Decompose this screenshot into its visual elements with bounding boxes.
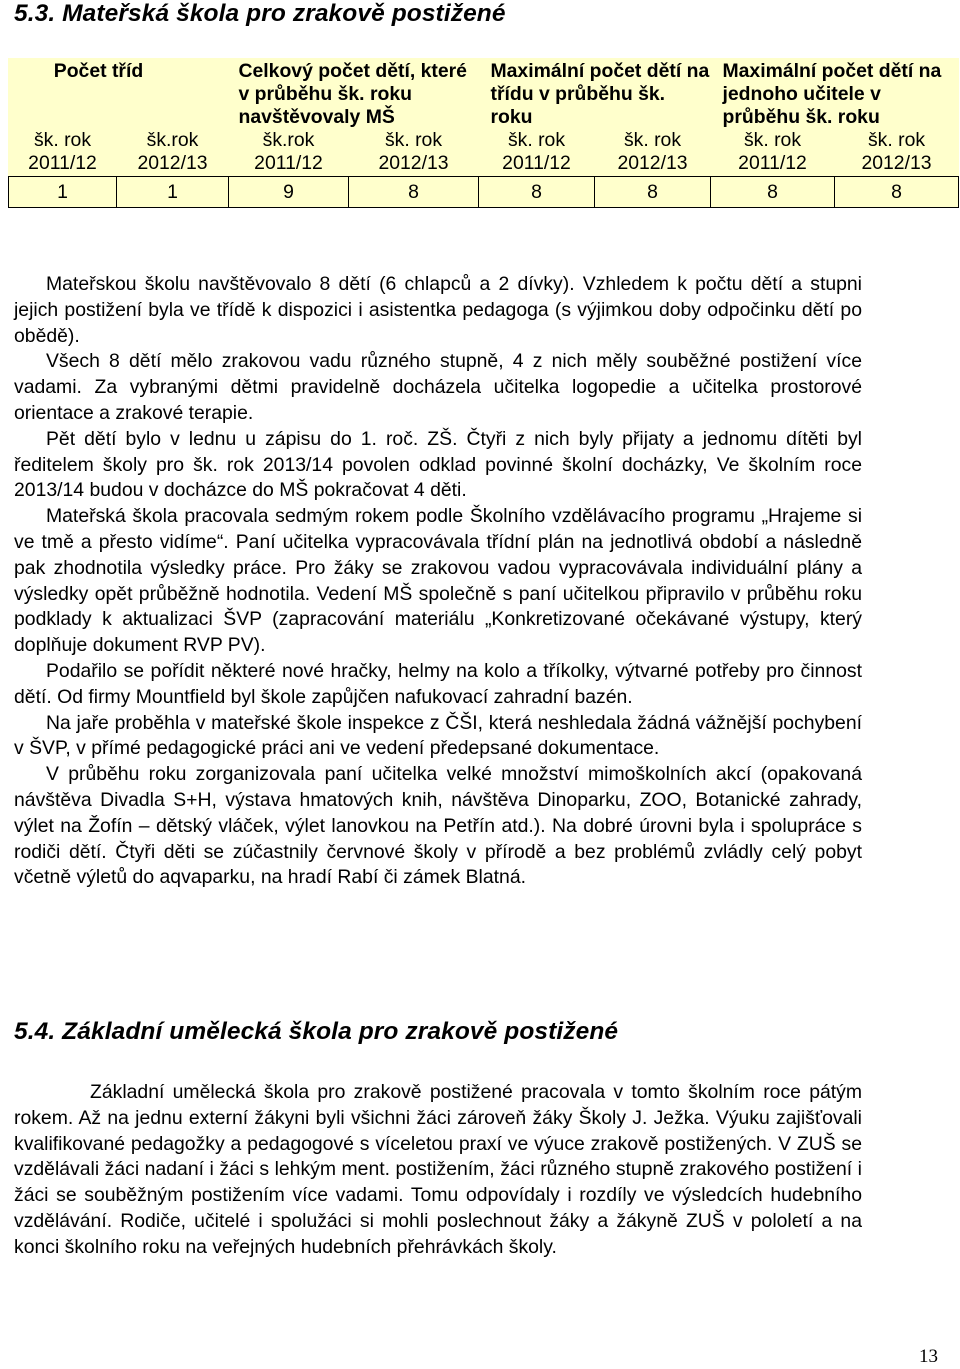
table-years-row bbox=[9, 129, 959, 177]
value-cell: 8 bbox=[835, 177, 959, 208]
paragraph: Základní umělecká škola pro zrakově postižené pracovala v tomto školním roce pátým rokem. Až na jednu externí žákyni byli všichni žáci zároveň žáky Školy J. Ježka. Výuku zajišťovali kvalifikované pedagožky a pedagogové s víceletou praxí ve výuce zrakově postižených. V ZUŠ se vzdělávali žáci nadaní i žáci s lehkým ment. postižením, žáci různého stupně zrakového postižení i žáci se souběžným postižením více vadami. Tomu odpovídaly i rozdíly ve výsledcích hudebního vzdělávání. Rodiče, učitelé i spolužáci si mohli poslechnout žáky a žákyně ZUŠ v pololetí a na konci školního roku na veřejných hudebních přehrávkách školy. bbox=[14, 1081, 862, 1258]
paragraph: Podařilo se pořídit některé nové hračky, helmy na kolo a tříkolky, výtvarné potřeby pro činnost dětí. Od firmy Mountfield byl škole zapůjčen nafukovací zahradní bazén. bbox=[14, 659, 862, 708]
table-values-row bbox=[9, 177, 959, 208]
paragraph: Mateřskou školu navštěvovalo 8 dětí (6 chlapců a 2 dívky). Vzhledem k počtu dětí a stupni jejich postižení byla ve třídě k dispozici i asistentka pedagoga (s výjimkou doby odpočinku dětí po obědě). bbox=[14, 273, 862, 347]
header-class-count: Počet tříd bbox=[53, 60, 144, 82]
section-5-3-body bbox=[14, 272, 862, 891]
section-heading-5-4: 5.4. Základní umělecká škola pro zrakově postižené bbox=[14, 1018, 619, 1045]
header-total-children: Celkový počet dětí, které v průběhu šk. roku navštěvovaly MŠ bbox=[238, 60, 467, 128]
table-header-row bbox=[9, 58, 959, 129]
year-cell: šk. rok 2011/12 bbox=[738, 129, 807, 174]
value-cell: 9 bbox=[229, 177, 349, 208]
year-cell: šk. rok 2011/12 bbox=[28, 129, 97, 174]
year-cell: šk. rok 2012/13 bbox=[861, 129, 932, 174]
header-max-per-class: Maximální počet dětí na třídu v průběhu šk. roku bbox=[490, 60, 710, 128]
value-cell: 8 bbox=[349, 177, 479, 208]
year-cell: šk. rok 2011/12 bbox=[502, 129, 571, 174]
value-cell: 1 bbox=[9, 177, 117, 208]
paragraph: Všech 8 dětí mělo zrakovou vadu různého stupně, 4 z nich měly souběžné postižení více vadami. Za vybranými dětmi pravidelně docházela učitelka logopedie a učitelka prostorové orientace a zrakové terapie. bbox=[14, 350, 862, 424]
section-5-4-body bbox=[14, 1080, 862, 1261]
value-cell: 1 bbox=[117, 177, 229, 208]
section-heading-5-3: 5.3. Mateřská škola pro zrakově postižené bbox=[14, 0, 506, 27]
value-cell: 8 bbox=[479, 177, 595, 208]
kindergarten-stats-table bbox=[8, 58, 959, 208]
paragraph: V průběhu roku zorganizovala paní učitelka velké množství mimoškolních akcí (opakovaná návštěva Divadla S+H, výstava hmatových knih, návštěva Dinoparku, ZOO, Botanické zahrady, výlet na Žofín – dětský vláček, výlet lanovkou na Petřín atd.). Na dobré úrovni byla i spolupráce s rodiči dětí. Čtyři děti se zúčastnily červnové školy v přírodě a bez problémů zvládly celý pobyt včetně výletů do aqvaparku, na hradí Rabí či zámek Blatná. bbox=[14, 763, 862, 889]
value-cell: 8 bbox=[711, 177, 835, 208]
year-cell: šk. rok 2012/13 bbox=[378, 129, 449, 174]
page-number: 13 bbox=[919, 1346, 938, 1367]
year-cell: šk.rok 2011/12 bbox=[254, 129, 323, 174]
paragraph: Mateřská škola pracovala sedmým rokem podle Školního vzdělávacího programu „Hrajeme si ve tmě a přesto vidíme“. Paní učitelka vypracovávala třídní plán na jednotlivá období a následně pak zhodnotila výsledky práce. Pro žáky se zrakovou vadou vypracovávala individuální plány a výsledky opět průběžně hodnotila. Vedení MŠ společně s paní učitelkou připravilo v průběhu roku podklady k aktualizaci ŠVP (zapracování materiálu „Konkretizované očekávané výstupy, který doplňuje dokument RVP PV). bbox=[14, 505, 862, 657]
year-cell: šk. rok 2012/13 bbox=[617, 129, 688, 174]
value-cell: 8 bbox=[595, 177, 711, 208]
paragraph: Pět dětí bylo v lednu u zápisu do 1. roč. ZŠ. Čtyři z nich byly přijaty a jednomu dítěti byl ředitelem školy pro šk. rok 2013/14 povolen odklad povinné školní docházky, Ve školním roce 2013/14 budou v docházce do MŠ pokračovat 4 děti. bbox=[14, 427, 862, 502]
header-max-per-teacher: Maximální počet dětí na jednoho učitele v průběhu šk. roku bbox=[722, 60, 942, 128]
year-cell: šk.rok 2012/13 bbox=[137, 129, 208, 174]
paragraph: Na jaře proběhla v mateřské škole inspekce z ČŠI, která neshledala žádná vážnější pochybení v ŠVP, v přímé pedagogické práci ani ve vedení předepsané dokumentace. bbox=[14, 711, 862, 760]
